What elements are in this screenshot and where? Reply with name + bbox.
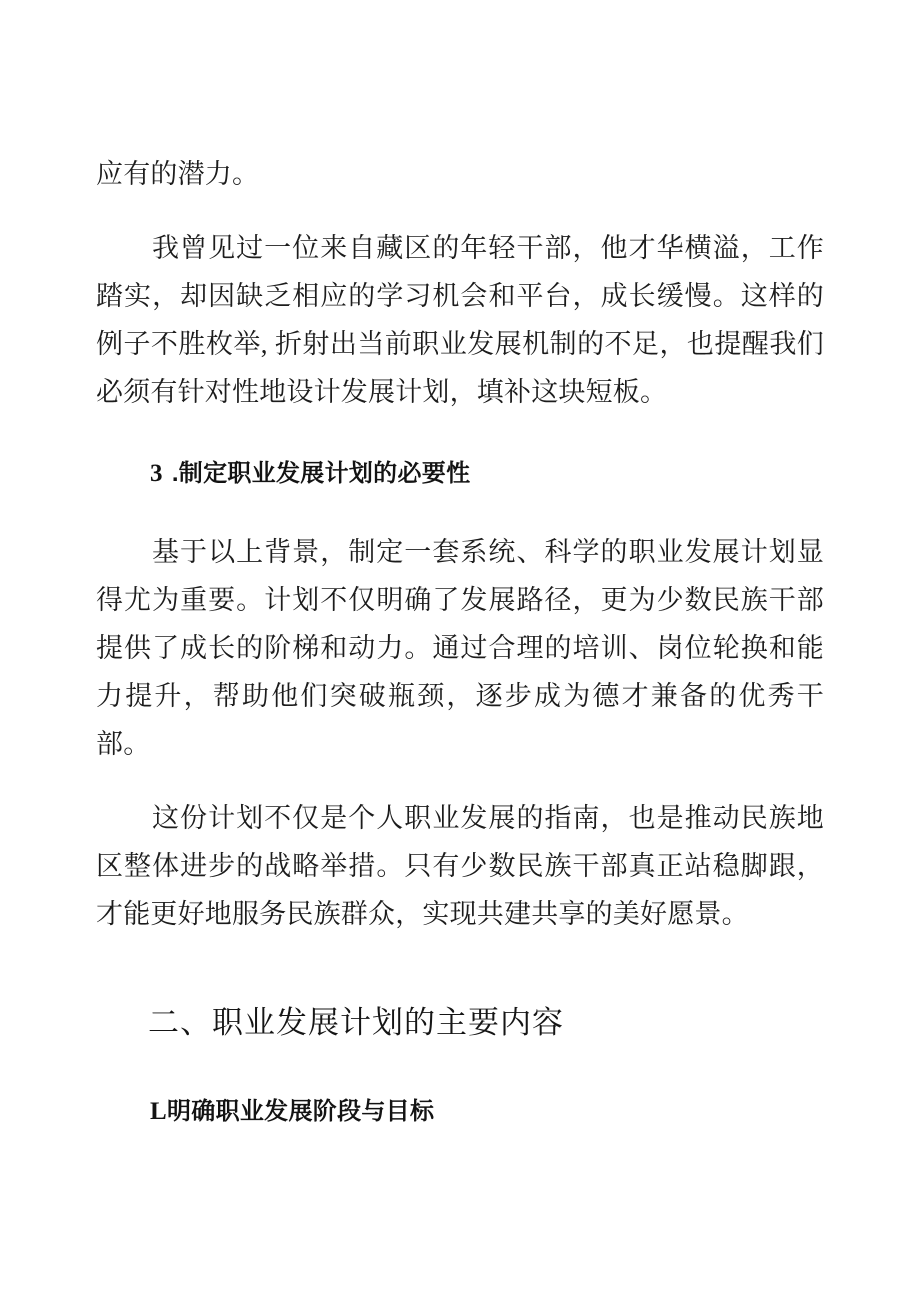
paragraph-necessity: 基于以上背景，制定一套系统、科学的职业发展计划显得尤为重要。计划不仅明确了发展路径，更为少数民族干部提供了成长的阶梯和动力。通过合理的培训、岗位轮换和能力提升，帮助他们突破瓶颈，逐步成为德才兼备的优秀干部。: [96, 537, 824, 759]
spacer: [96, 772, 824, 794]
heading-3-number: 3: [150, 460, 163, 487]
paragraph-anecdote: 我曾见过一位来自藏区的年轻干部，他才华横溢，工作踏实，却因缺乏相应的学习机会和平台，成长缓慢。这样的例子不胜枚举, 折射出当前职业发展机制的不足，也提醒我们必须有针对性地设计发展计划，填补这块短板。: [96, 233, 824, 407]
spacer: [96, 942, 824, 1000]
section-heading-two: 二、职业发展计划的主要内容: [148, 1005, 564, 1040]
heading-sub-one-stages-goals: [96, 1092, 824, 1132]
continued-paragraph-line: 应有的潜力。: [96, 159, 260, 189]
spacer: [96, 420, 824, 454]
heading-3-title: 制定职业发展计划的必要性: [178, 460, 471, 487]
spacer: [96, 202, 824, 224]
spacer: [96, 494, 824, 528]
document-content: [96, 150, 824, 1132]
heading-sub-one-title: 明确职业发展阶段与目标: [166, 1098, 435, 1125]
heading-sub-one-number: L: [150, 1098, 167, 1125]
heading-3-separator: .: [171, 460, 179, 487]
paragraph-strategy: 这份计划不仅是个人职业发展的指南，也是推动民族地区整体进步的战略举措。只有少数民族干部真正站稳脚跟，才能更好地服务民族群众，实现共建共享的美好愿景。: [96, 803, 824, 929]
heading-3-necessity: [96, 454, 824, 494]
spacer: [96, 1046, 824, 1092]
